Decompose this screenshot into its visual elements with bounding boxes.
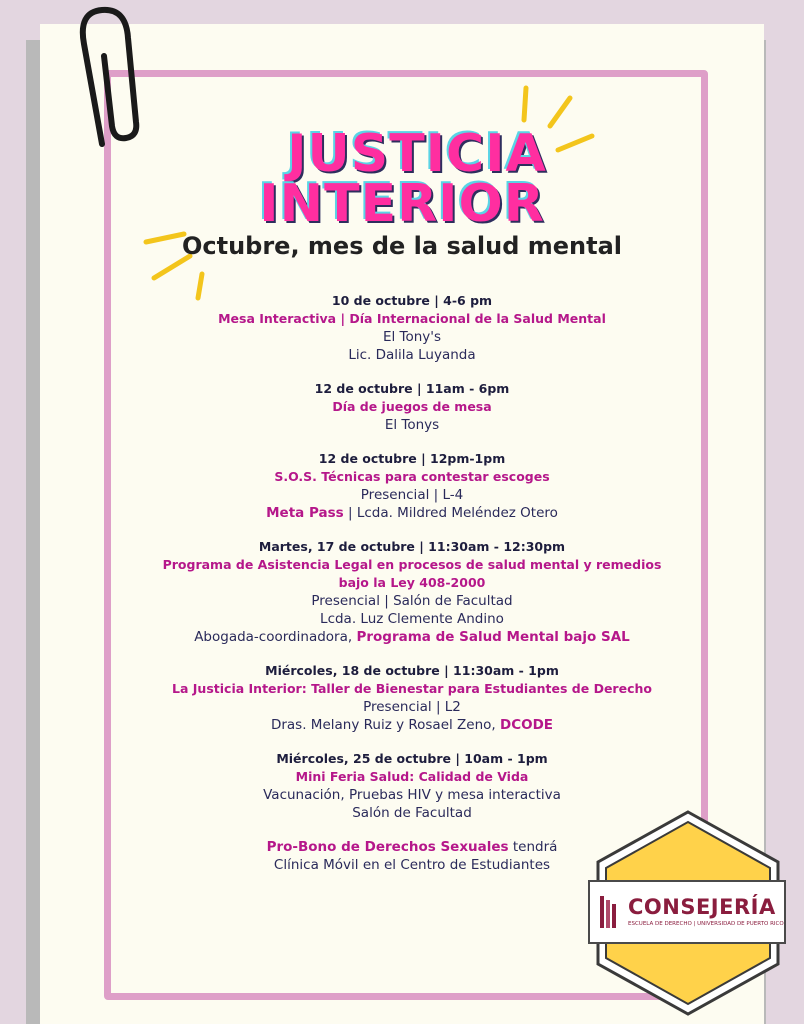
event-highlight: Programa de Salud Mental bajo SAL (356, 629, 630, 645)
event-date: 12 de octubre | 12pm-1pm (318, 451, 506, 466)
event-line: Presencial | L2 (363, 699, 461, 715)
event-date: 12 de octubre | 11am - 6pm (314, 381, 510, 396)
event-item (140, 380, 684, 434)
title-line-1: JUSTICIA (287, 124, 547, 184)
closing-line: Clínica Móvil en el Centro de Estudiantes (273, 857, 551, 873)
event-title: Programa de Asistencia Legal en procesos de salud mental y remedios bajo la Ley 408-2000 (162, 557, 662, 590)
event-line: Lcda. Luz Clemente Andino (320, 611, 504, 627)
event-date: 10 de octubre | 4-6 pm (331, 293, 493, 308)
event-highlight: DCODE (500, 717, 554, 733)
event-title: La Justicia Interior: Taller de Bienestar para Estudiantes de Derecho (172, 681, 652, 696)
title-line-2: INTERIOR (259, 174, 545, 234)
event-line-text: Dras. Melany Ruiz y Rosael Zeno, (270, 717, 500, 733)
closing-text: tendrá (508, 839, 558, 855)
event-line: Salón de Facultad (352, 805, 472, 821)
event-line-text: | Lcda. Mildred Meléndez Otero (343, 505, 558, 521)
subtitle: Octubre, mes de la salud mental (181, 232, 623, 260)
consejeria-mark-icon (598, 892, 622, 932)
event-line: El Tonys (384, 417, 440, 433)
badge-subtitle: ESCUELA DE DERECHO | UNIVERSIDAD DE PUERTO RICO (628, 921, 784, 927)
event-date: Miércoles, 18 de octubre | 11:30am - 1pm (265, 663, 559, 678)
event-title: Mini Feria Salud: Calidad de Vida (295, 769, 529, 784)
event-line-text: Abogada-coordinadora, (194, 629, 357, 645)
event-item (140, 538, 684, 646)
event-item (140, 292, 684, 364)
event-line: Presencial | Salón de Facultad (311, 593, 513, 609)
event-line (140, 716, 684, 734)
event-date: Miércoles, 25 de octubre | 10am - 1pm (276, 751, 548, 766)
event-line (140, 628, 684, 646)
event-line: Vacunación, Pruebas HIV y mesa interactiva (263, 787, 561, 803)
event-line: Lic. Dalila Luyanda (348, 347, 476, 363)
event-title: S.O.S. Técnicas para contestar escoges (274, 469, 550, 484)
event-line (140, 504, 684, 522)
event-highlight: Meta Pass (266, 505, 344, 521)
event-date: Martes, 17 de octubre | 11:30am - 12:30pm (258, 539, 566, 554)
event-line: Presencial | L-4 (360, 487, 464, 503)
consejeria-logo (588, 880, 786, 944)
event-item (140, 450, 684, 522)
badge-name: CONSEJERÍA (628, 895, 776, 919)
event-line: El Tony's (382, 329, 442, 345)
event-list (140, 292, 684, 890)
event-item (140, 662, 684, 734)
event-title: Día de juegos de mesa (332, 399, 492, 414)
closing-highlight: Pro-Bono de Derechos Sexuales (266, 839, 509, 855)
event-title: Mesa Interactiva | Día Internacional de la Salud Mental (218, 311, 606, 326)
